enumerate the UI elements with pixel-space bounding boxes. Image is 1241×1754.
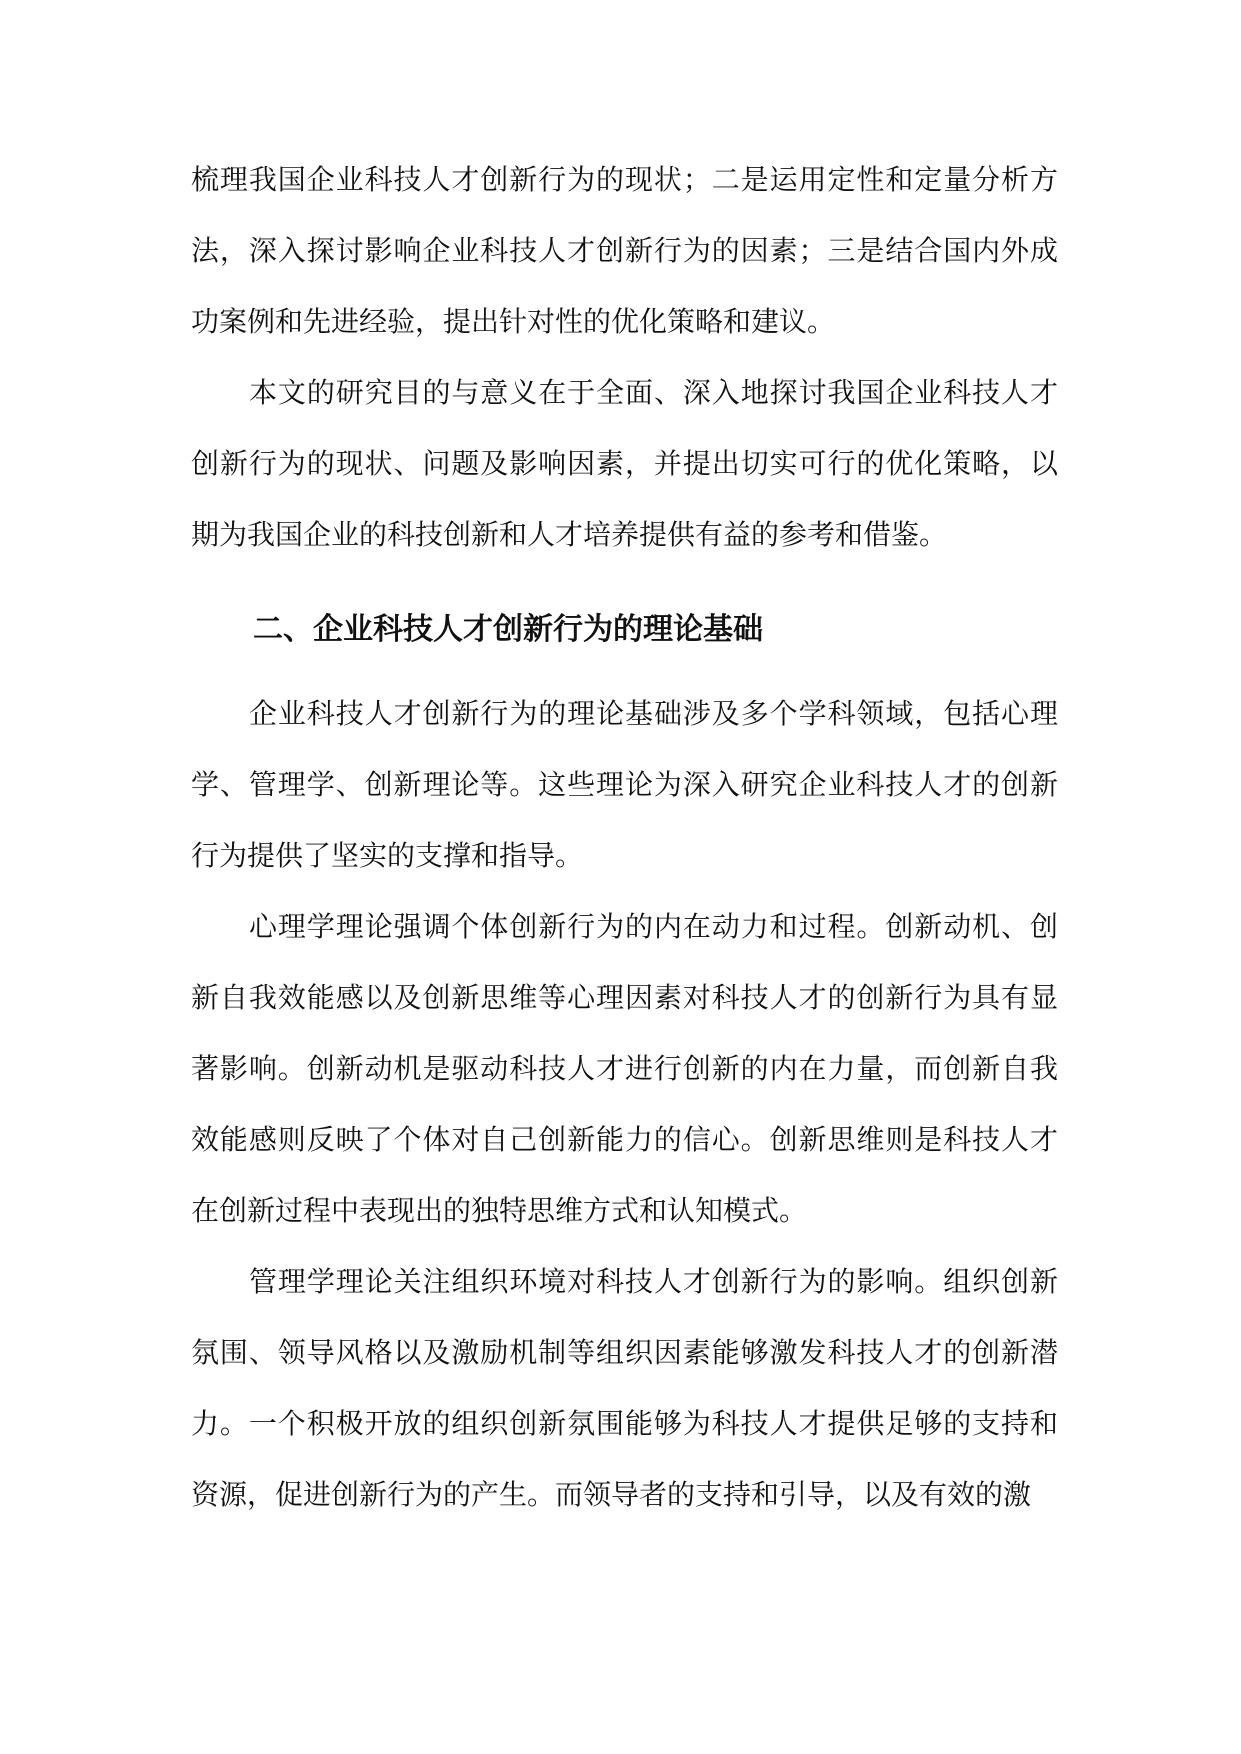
paragraph-theory-overview: 企业科技人才创新行为的理论基础涉及多个学科领域，包括心理学、管理学、创新理论等。这些理论为深入研究企业科技人才的创新行为提供了坚实的支撑和指导。 [191,697,1058,872]
paragraph-psychology-theory: 心理学理论强调个体创新行为的内在动力和过程。创新动机、创新自我效能感以及创新思维等心理因素对科技人才的创新行为具有显著影响。创新动机是驱动科技人才进行创新的内在力量，而创新自我效能感则反映了个体对自己创新能力的信心。创新思维则是科技人才在创新过程中表现出的独特思维方式和认知模式。 [191,910,1058,1227]
paragraph-continued: 梳理我国企业科技人才创新行为的现状；二是运用定性和定量分析方法，深入探讨影响企业科技人才创新行为的因素；三是结合国内外成功案例和先进经验，提出针对性的优化策略和建议。 [191,163,1058,338]
section-heading: 二、企业科技人才创新行为的理论基础 [253,612,763,647]
paragraph-research-purpose: 本文的研究目的与意义在于全面、深入地探讨我国企业科技人才创新行为的现状、问题及影响因素，并提出切实可行的优化策略，以期为我国企业的科技创新和人才培养提供有益的参考和借鉴。 [191,376,1058,551]
document-body [191,144,1058,1530]
paragraph-management-theory: 管理学理论关注组织环境对科技人才创新行为的影响。组织创新氛围、领导风格以及激励机制等组织因素能够激发科技人才的创新潜力。一个积极开放的组织创新氛围能够为科技人才提供足够的支持和资源，促进创新行为的产生。而领导者的支持和引导，以及有效的激 [191,1265,1058,1511]
